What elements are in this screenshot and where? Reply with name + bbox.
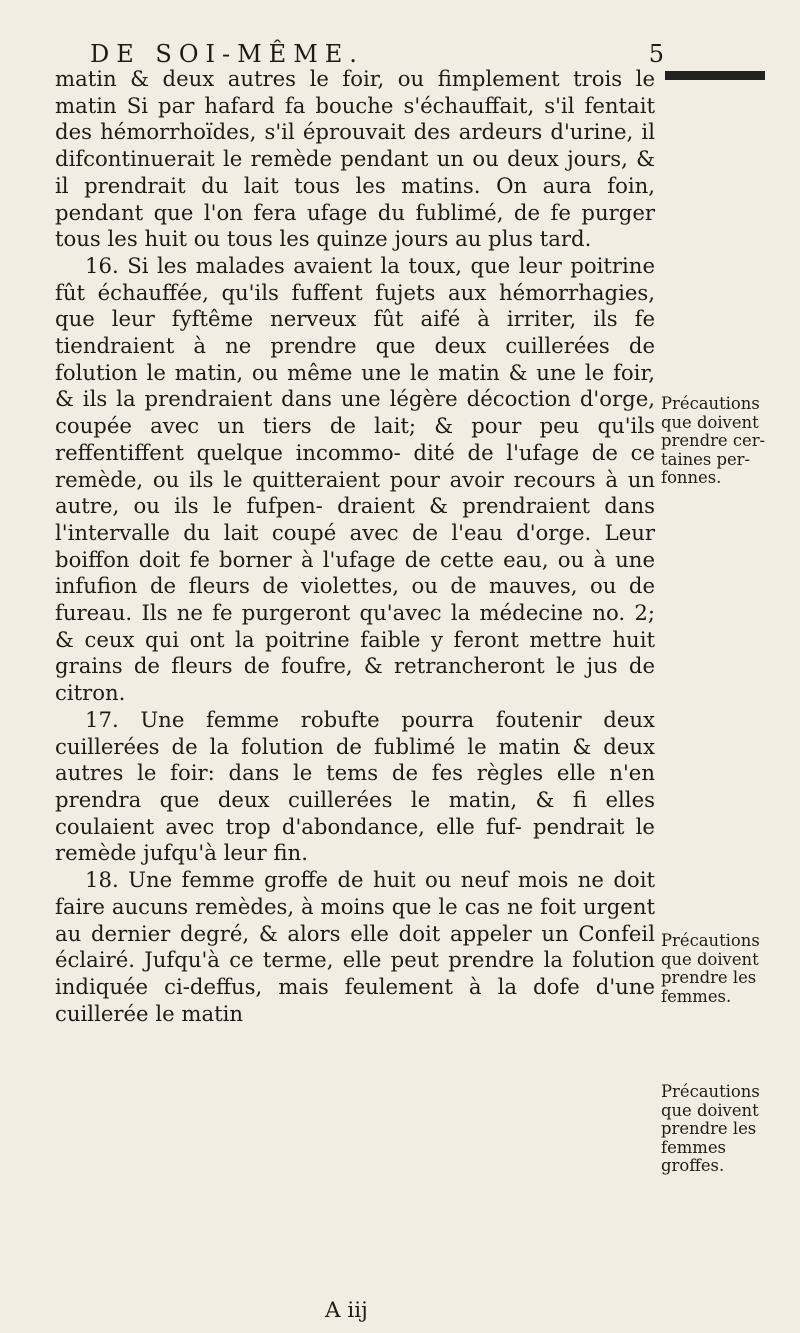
text-line: cuillerées de folution le matin, ou même une le bbox=[55, 333, 655, 385]
text-line: n'en prendra que deux cuillerées le matin, & fi bbox=[55, 760, 655, 812]
text-line: draient & prendraient dans l'intervalle du lait bbox=[55, 493, 655, 545]
text-line: matin & deux autres le foir, ou fimplement trois bbox=[55, 66, 623, 91]
margin-note-line: Précautions bbox=[661, 394, 760, 413]
paragraph bbox=[55, 707, 655, 867]
paragraph bbox=[55, 253, 655, 707]
margin-note-line: que doivent bbox=[661, 949, 759, 969]
margin-note-16 bbox=[661, 395, 793, 488]
text-line: elle peut prendre la folution indiquée ci-deffus, bbox=[55, 947, 656, 999]
printer-rule bbox=[665, 71, 765, 80]
margin-note-line: que doivent bbox=[661, 1100, 759, 1120]
margin-note-line: prendre les bbox=[661, 968, 757, 988]
text-line: cuillerées de la folution de fublimé le matin & bbox=[55, 733, 592, 759]
text-line: pendrait le remède jufqu'à leur fin. bbox=[55, 813, 655, 866]
text-line: Ils ne fe purgeront qu'avec la médecine no. 2; & bbox=[55, 600, 655, 652]
margin-note-line: prendre cer- bbox=[661, 431, 766, 451]
text-line: coupé avec de l'eau d'orge. Leur boiffon doit fe bbox=[55, 519, 656, 572]
body-text bbox=[55, 66, 655, 1027]
text-line: ceux qui ont la poitrine faible y feront mettre huit bbox=[84, 626, 655, 652]
text-line: fentait des hémorrhoïdes, s'il éprouvait des ardeurs bbox=[55, 92, 655, 145]
text-line: elles coulaient avec trop d'abondance, elle fuf- bbox=[55, 786, 655, 839]
margin-note-line: Précautions bbox=[661, 931, 760, 950]
text-line: doit appeler un Confeil éclairé. Jufqu'à ce terme, bbox=[55, 920, 655, 973]
margin-note-line: fonnes. bbox=[661, 468, 722, 488]
text-line: poitrine fût échauffée, qu'ils fuffent fujets aux bbox=[55, 252, 655, 305]
signature-mark: A iij bbox=[325, 1298, 368, 1323]
text-line: 16. Si les malades avaient la toux, que leur bbox=[85, 252, 562, 278]
text-line: 18. Une femme groffe de huit ou neuf mois bbox=[85, 867, 569, 893]
running-head-title: DE SOI-MÊME. bbox=[90, 40, 364, 68]
text-line: le matin Si par hafard fa bouche s'échauffait, s'il bbox=[55, 66, 655, 118]
text-line: à irriter, ils fe tiendraient à ne prendre que deux bbox=[55, 306, 655, 359]
text-line: dité de l'ufage de ce remède, ou ils le quitteraient bbox=[55, 439, 655, 492]
text-line: cas ne foit urgent au dernier degré, & alors elle bbox=[55, 893, 655, 946]
margin-note-17 bbox=[661, 932, 793, 1006]
text-line: pour avoir recours à un autre, ou ils le fufpen- bbox=[55, 466, 655, 519]
margin-note-line: que doivent bbox=[661, 412, 759, 432]
text-line: ne doit faire aucuns remèdes, à moins que le bbox=[55, 867, 655, 919]
paragraph bbox=[55, 867, 655, 1027]
text-line: deux autres le foir: dans le tems de fes règles elle bbox=[55, 733, 655, 786]
paragraph bbox=[55, 66, 655, 253]
text-line: de fleurs de violettes, ou de mauves, ou de fureau. bbox=[55, 573, 655, 626]
page-number: 5 bbox=[648, 40, 664, 68]
text-line: mais feulement à la dofe d'une cuillerée le matin bbox=[55, 973, 655, 1026]
margin-note-line: femmes bbox=[661, 1137, 726, 1157]
text-line: quinze jours au plus tard. bbox=[316, 226, 592, 252]
margin-note-18 bbox=[661, 1083, 793, 1176]
text-line: & pour peu qu'ils reffentiffent quelque incommo- bbox=[55, 413, 655, 465]
text-line: de citron. bbox=[55, 653, 655, 706]
text-line: matins. On aura foin, pendant que l'on fera ufage bbox=[55, 172, 655, 225]
margin-note-line: taines per- bbox=[661, 449, 751, 469]
margin-note-line: prendre les bbox=[661, 1119, 757, 1139]
text-line: ou deux jours, & il prendrait du lait tous les bbox=[55, 146, 655, 198]
text-line: matin & une le foir, & ils la prendraient dans une bbox=[55, 359, 655, 412]
margin-note-line: groffes. bbox=[661, 1156, 725, 1176]
text-line: hémorrhagies, que leur fyftême nerveux fût aifé bbox=[55, 279, 655, 332]
margin-note-line: Précautions bbox=[661, 1082, 760, 1101]
text-line: 17. Une femme robufte pourra foutenir deux bbox=[85, 706, 655, 732]
margin-note-line: femmes. bbox=[661, 986, 732, 1006]
text-line: d'urine, il difcontinuerait le remède pendant un bbox=[55, 119, 655, 172]
running-head bbox=[90, 40, 664, 68]
text-line: légère décoction d'orge, coupée avec un tiers de lait; bbox=[55, 386, 655, 439]
text-line: grains de fleurs de foufre, & retrancheront le jus bbox=[55, 653, 618, 679]
text-line: du fublimé, de fe purger tous les huit ou tous les bbox=[55, 199, 655, 252]
text-line: borner à l'ufage de cette eau, ou à une infufion bbox=[55, 546, 655, 599]
